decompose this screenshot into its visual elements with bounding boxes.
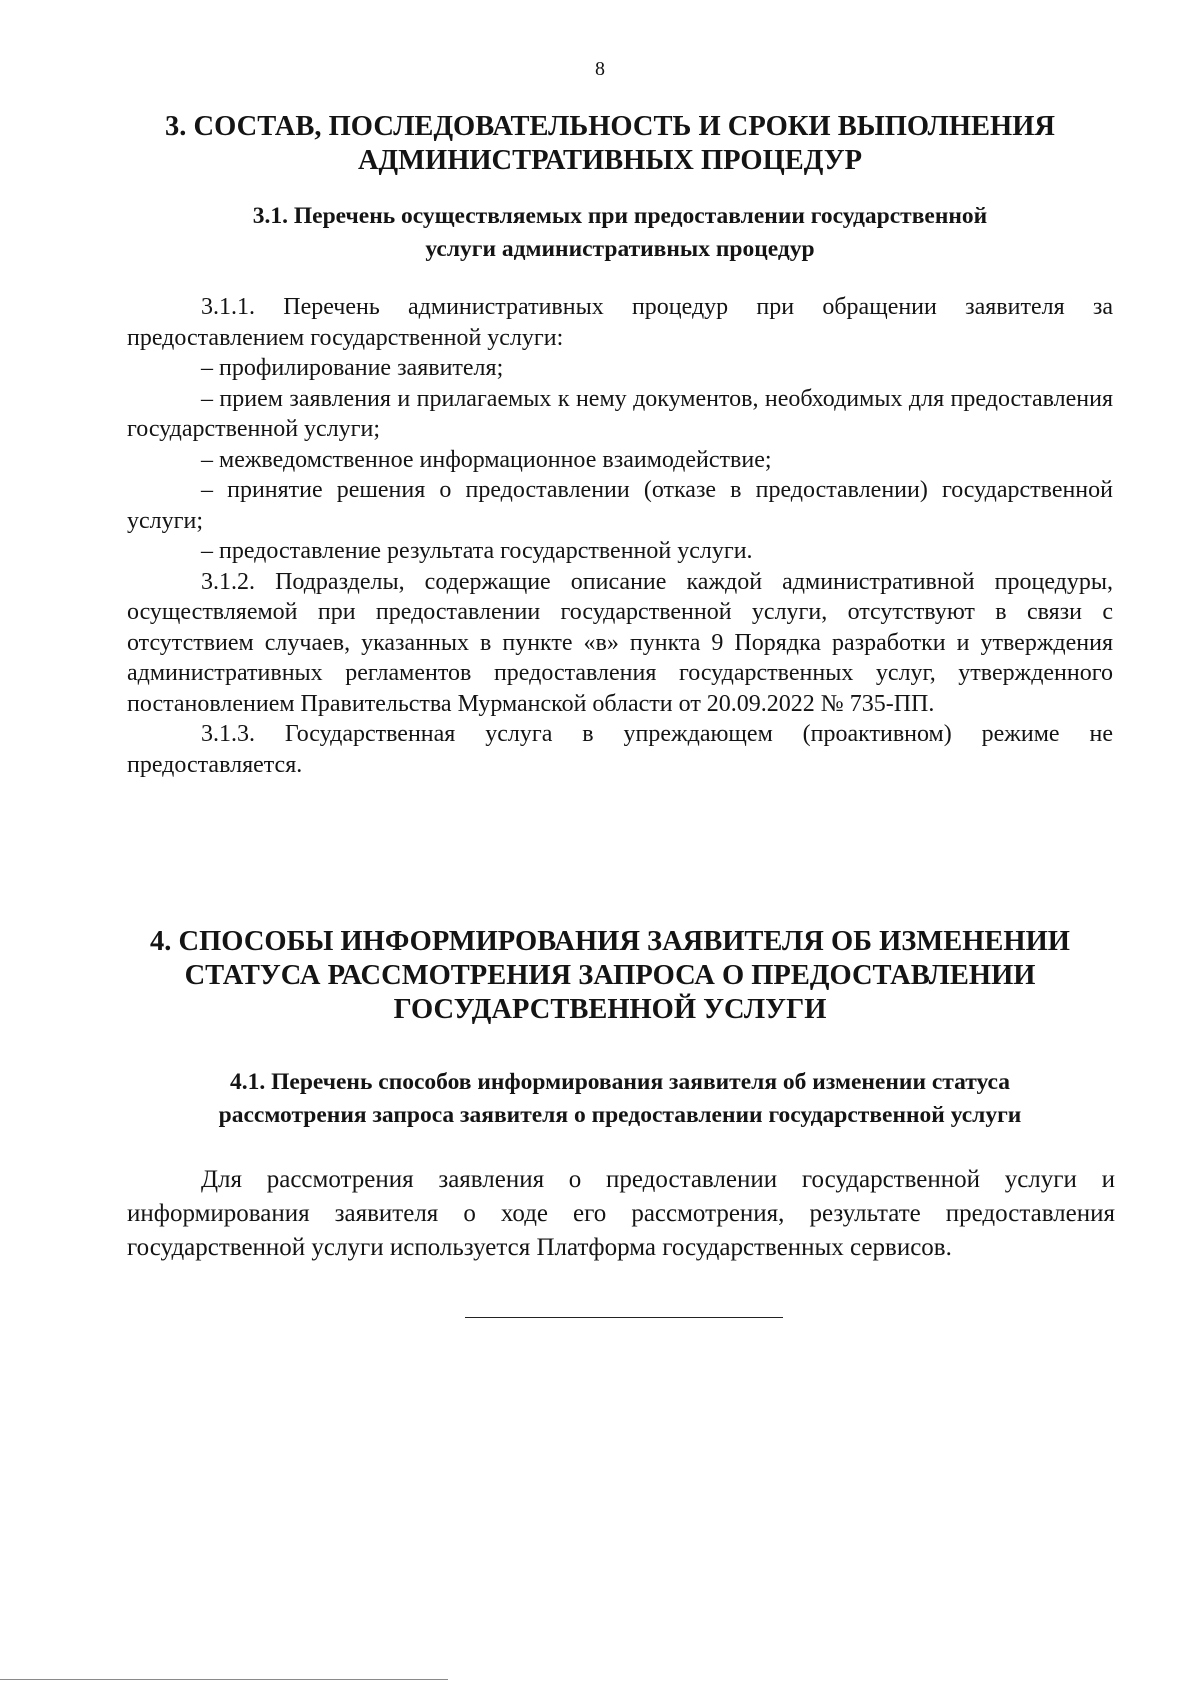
paragraph-4-1: Для рассмотрения заявления о предоставлении государственной услуги и информирования заявителя о ходе его рассмотрения, результате предоставления государственной услуги используется Платформа государственных сервисов. [127, 1166, 1115, 1261]
list-item: – предоставление результата государственной услуги. [201, 538, 753, 564]
paragraph-3-1-2: 3.1.2. Подразделы, содержащие описание каждой административной процедуры, осуществляемой при предоставлении государственной услуги, отсутствуют в связи с отсутствием случаев, указанных в пункте «в» пункта 9 Порядка разработки и утверждения административных регламентов предоставления государственных услуг, утвержденного постановлением Правительства Мурманской области от 20.09.2022 № 735-ПП. [127, 568, 1113, 717]
list-item: – принятие решения о предоставлении (отказе в предоставлении) государственной услуги; [127, 477, 1113, 534]
section-4-1-heading-line-2: рассмотрения запроса заявителя о предоставлении государственной услуги [218, 1102, 1022, 1128]
section-4-heading: 4. СПОСОБЫ ИНФОРМИРОВАНИЯ ЗАЯВИТЕЛЯ ОБ ИЗМЕНЕНИИ СТАТУСА РАССМОТРЕНИЯ ЗАПРОСА О ПРЕДОСТАВЛЕНИИ ГОСУДАРСТВЕННОЙ УСЛУГИ [150, 926, 1070, 1025]
list-item: – профилирование заявителя; [201, 355, 504, 381]
page-number: 8 [595, 58, 605, 80]
scan-edge-line [0, 1679, 448, 1680]
paragraph-3-1-3: 3.1.3. Государственная услуга в упреждающем (проактивном) режиме не предоставляется. [127, 721, 1113, 778]
section-3-body [127, 292, 1113, 780]
section-4-1-heading [125, 1066, 1115, 1132]
section-4-1-heading-line-1: 4.1. Перечень способов информирования заявителя об изменении статуса [230, 1069, 1010, 1095]
paragraph-3-1-1: 3.1.1. Перечень административных процедур при обращении заявителя за предоставлением государственной услуги: [127, 294, 1113, 351]
section-3-1-heading [125, 200, 1115, 266]
list-item: – межведомственное информационное взаимодействие; [201, 446, 772, 473]
list-item: – прием заявления и прилагаемых к нему документов, необходимых для предоставления государственной услуги; [127, 385, 1113, 442]
section-4-body [127, 1163, 1115, 1265]
section-3-heading: 3. СОСТАВ, ПОСЛЕДОВАТЕЛЬНОСТЬ И СРОКИ ВЫПОЛНЕНИЯ АДМИНИСТРАТИВНЫХ ПРОЦЕДУР [165, 111, 1055, 176]
closing-divider [465, 1317, 783, 1318]
section-3-1-heading-line-2: услуги административных процедур [425, 236, 815, 262]
section-3-1-heading-line-1: 3.1. Перечень осуществляемых при предоставлении государственной [252, 203, 988, 229]
